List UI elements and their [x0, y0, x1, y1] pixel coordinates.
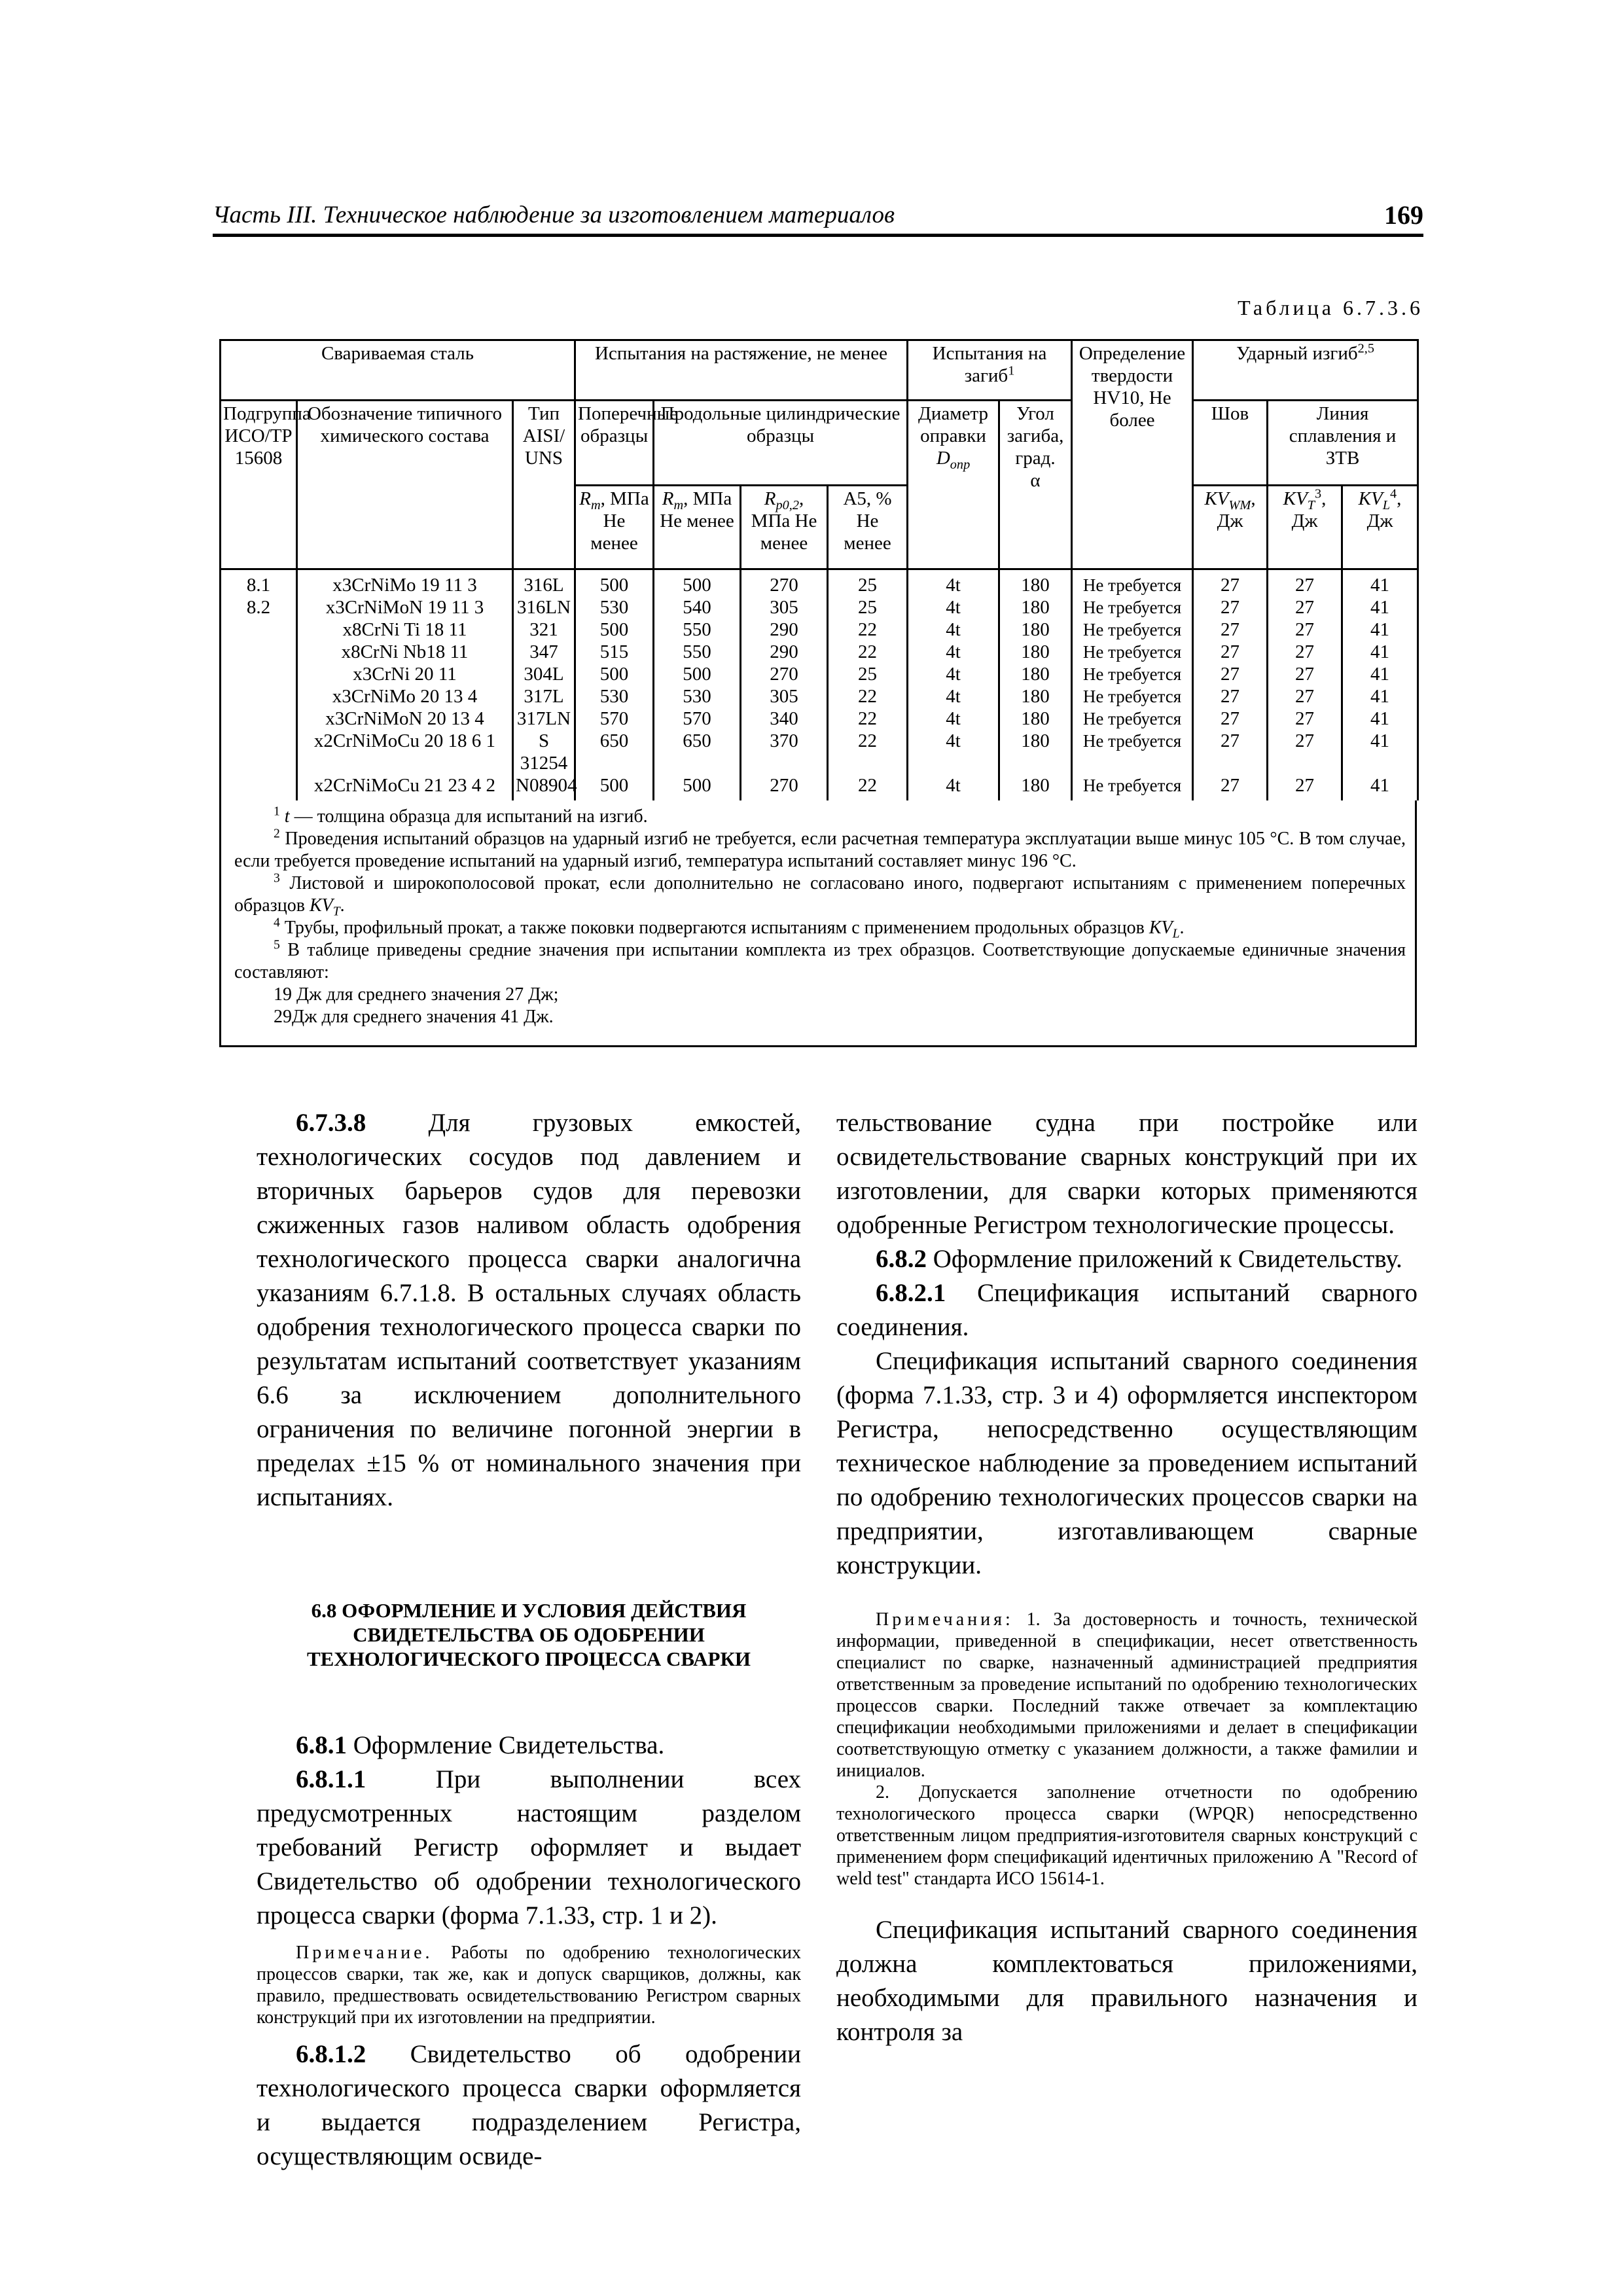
cell-ang: 180 [999, 774, 1072, 800]
steel-table-block [219, 339, 1417, 1047]
cell-a5: 22 [828, 685, 908, 708]
table-note-4: $^4$ Трубы, профильный прокат, а также поковки подвергаются испытаниям с применением продольных образцов $KV_L$. [274, 916, 1185, 941]
cell-rp: 340 [741, 708, 828, 730]
cell-d: 4t [908, 641, 999, 663]
header-row-1 [221, 340, 1418, 401]
cell-hv: Не требуется [1072, 708, 1193, 730]
cell-a5: 22 [828, 619, 908, 641]
cell-type: 321 [513, 619, 575, 641]
cell-steel: x3CrNiMo 20 13 4 [297, 685, 513, 708]
paragraph-6738: 6.7.3.8 Для грузовых емкостей, технологических сосудов под давлением и вторичных барьеров судов для перевозки сжиженных газов наливом область одобрения технологического процесса сварки аналогична указаниям 6.7.1.8. В остальных случаях область одобрения технологического процесса сварки по результатам испытаний соответствует указаниям 6.6 за исключением дополнительного ограничения по величине погонной энергии в пределах ±15 % от номинального значения при испытаниях. [257, 1109, 801, 1511]
header-row-2 [221, 401, 1418, 486]
cell-rm2: 530 [654, 685, 741, 708]
table-notes [219, 800, 1417, 1047]
cell-ang: 180 [999, 730, 1072, 774]
cell-kvl: 41 [1342, 641, 1418, 663]
cell-rm2: 550 [654, 619, 741, 641]
header-angle: Угол загиба, град. α [999, 401, 1072, 569]
cell-rm: 500 [575, 619, 654, 641]
cell-kvl: 41 [1342, 708, 1418, 730]
heading-6-8-2: 6.8.2 Оформление приложений к Свидетельству. [876, 1245, 1402, 1273]
cell-d: 4t [908, 619, 999, 641]
cell-kvt: 27 [1268, 619, 1342, 641]
left-column [257, 1106, 801, 2174]
cell-type: 347 [513, 641, 575, 663]
cell-rp: 290 [741, 641, 828, 663]
cell-rm2: 500 [654, 569, 741, 597]
cell-steel: x2CrNiMoCu 21 23 4 2 [297, 774, 513, 800]
header-rm-transverse: $R_m$, МПа Не менее [575, 486, 654, 569]
paragraph-6821: 6.8.2.1 Спецификация испытаний сварного соединения. [836, 1279, 1418, 1341]
cell-group [221, 641, 297, 663]
table-row [221, 619, 1418, 641]
cell-type: N08904 [513, 774, 575, 800]
table-note-5b: 29Дж для среднего значения 41 Дж. [274, 1007, 554, 1027]
cell-ang: 180 [999, 596, 1072, 619]
cell-ang: 180 [999, 569, 1072, 597]
notes-6821-1: Примечания: 1. За достоверность и точность, технической информации, приведенной в спецификации, несет ответственность специалист по сварке, назначенный администрацией предприятия ответственным за проведение испытаний по одобрению технологических процессов сварки. Последний также отвечает за комплектацию спецификации необходимыми приложениями и делает в спецификации соответствующую отметку с указанием должности, а также фамилии и инициалов. [836, 1609, 1418, 1781]
cell-hv: Не требуется [1072, 641, 1193, 663]
cell-kvwm: 27 [1193, 619, 1268, 641]
cell-rm: 530 [575, 596, 654, 619]
cell-rm2: 540 [654, 596, 741, 619]
cell-d: 4t [908, 685, 999, 708]
cell-rm: 530 [575, 685, 654, 708]
cell-rm: 515 [575, 641, 654, 663]
table-row [221, 708, 1418, 730]
cell-type: S 31254 [513, 730, 575, 774]
cell-kvl: 41 [1342, 685, 1418, 708]
cell-group [221, 708, 297, 730]
header-mandrel: Диаметр оправки $D_{опр}$ [908, 401, 999, 569]
cell-kvwm: 27 [1193, 663, 1268, 685]
cell-type: 304L [513, 663, 575, 685]
header-subgroup: Подгруппа ИСО/ТР 15608 [221, 401, 297, 569]
cell-kvl: 41 [1342, 619, 1418, 641]
header-impact: Ударный изгиб$^{2,5}$ [1193, 340, 1418, 401]
cell-rm2: 500 [654, 774, 741, 800]
cell-kvl: 41 [1342, 569, 1418, 597]
table-note-5a: 19 Дж для среднего значения 27 Дж; [274, 984, 559, 1005]
cell-type: 316L [513, 569, 575, 597]
cell-ang: 180 [999, 685, 1072, 708]
page-number: 169 [1384, 200, 1423, 230]
right-column [836, 1106, 1418, 2049]
cell-kvwm: 27 [1193, 774, 1268, 800]
cell-hv: Не требуется [1072, 663, 1193, 685]
cell-steel: x3CrNiMoN 20 13 4 [297, 708, 513, 730]
cell-hv: Не требуется [1072, 685, 1193, 708]
cell-steel: x8CrNi Ti 18 11 [297, 619, 513, 641]
cell-rm: 500 [575, 663, 654, 685]
cell-kvwm: 27 [1193, 641, 1268, 663]
paragraph-specification: Спецификация испытаний сварного соединения (форма 7.1.33, стр. 3 и 4) оформляется инспектором Регистра, непосредственно осуществляющим техническое наблюдение за проведением испытаний по одобрению технологических процессов сварки на предприятии, изготавливающем сварные конструкции. [836, 1347, 1418, 1579]
table-row [221, 730, 1418, 774]
cell-type: 317L [513, 685, 575, 708]
cell-rp: 370 [741, 730, 828, 774]
cell-a5: 22 [828, 774, 908, 800]
cell-kvt: 27 [1268, 774, 1342, 800]
cell-kvwm: 27 [1193, 569, 1268, 597]
table-note-2: $^2$ Проведения испытаний образцов на ударный изгиб не требуется, если расчетная температура эксплуатации выше минус 105 °С. В том случае, если требуется проведение испытаний на ударный изгиб, температура испытаний составляет минус 196 °С. [234, 827, 1406, 871]
cell-steel: x2CrNiMoCu 20 18 6 1 [297, 730, 513, 774]
header-welded-steel: Свариваемая сталь [221, 340, 575, 401]
cell-kvt: 27 [1268, 641, 1342, 663]
header-fusion: Линия сплавления и ЗТВ [1268, 401, 1418, 486]
cell-rp: 305 [741, 685, 828, 708]
running-header [213, 200, 1423, 237]
cell-group: 8.1 [221, 569, 297, 597]
cell-kvl: 41 [1342, 774, 1418, 800]
header-longitudinal: Продольные цилиндрические образцы [654, 401, 908, 486]
table-note-5: $^5$ В таблице приведены средние значения при испытании комплекта из трех образцов. Соответствующие допускаемые единичные значения составляют: [234, 938, 1406, 982]
cell-rp: 290 [741, 619, 828, 641]
table-row [221, 774, 1418, 800]
cell-steel: x3CrNiMoN 19 11 3 [297, 596, 513, 619]
cell-ang: 180 [999, 708, 1072, 730]
cell-steel: x3CrNiMo 19 11 3 [297, 569, 513, 597]
cell-a5: 22 [828, 708, 908, 730]
cell-type: 317LN [513, 708, 575, 730]
paragraph-last: Спецификация испытаний сварного соединения должна комплектоваться приложениями, необходимыми для правильного назначения и контроля за [836, 1916, 1418, 2046]
cell-kvt: 27 [1268, 596, 1342, 619]
cell-kvwm: 27 [1193, 685, 1268, 708]
cell-rp: 270 [741, 663, 828, 685]
cell-type: 316LN [513, 596, 575, 619]
cell-group [221, 730, 297, 774]
cell-rm2: 570 [654, 708, 741, 730]
paragraph-6812: 6.8.1.2 Свидетельство об одобрении технологического процесса сварки оформляется и выдается подразделением Регистра, осуществляющим освиде- [257, 2040, 801, 2170]
cell-ang: 180 [999, 641, 1072, 663]
header-type: Тип AISI/ UNS [513, 401, 575, 569]
cell-d: 4t [908, 596, 999, 619]
cell-group [221, 774, 297, 800]
cell-kvt: 27 [1268, 569, 1342, 597]
header-kvt: $KV_T^3$, Дж [1268, 486, 1342, 569]
cell-d: 4t [908, 569, 999, 597]
table-row [221, 641, 1418, 663]
table-row [221, 663, 1418, 685]
cell-hv: Не требуется [1072, 596, 1193, 619]
cell-steel: x3CrNi 20 11 [297, 663, 513, 685]
paragraph-6811: 6.8.1.1 При выполнении всех предусмотренных настоящим разделом требований Регистр оформляет и выдает Свидетельство об одобрении технологического процесса сварки (форма 7.1.33, стр. 1 и 2). [257, 1765, 801, 1929]
paragraph-continuation: тельствование судна при постройке или освидетельствование сварных конструкций при их изготовлении, для сварки которых применяются одобренные Регистром технологические процессы. [836, 1109, 1418, 1239]
cell-group: 8.2 [221, 596, 297, 619]
cell-kvt: 27 [1268, 685, 1342, 708]
table-note-3: $^3$ Листовой и широкополосовой прокат, если дополнительно не согласовано иного, подвергают испытаниям с применением поперечных образцов $KV_T$. [234, 871, 1406, 919]
cell-kvwm: 27 [1193, 596, 1268, 619]
header-rm-longitudinal: $R_m$, МПа Не менее [654, 486, 741, 569]
table-note-1: $^1$ t — толщина образца для испытаний на изгиб. [274, 804, 648, 827]
table-caption: Таблица 6.7.3.6 [1238, 296, 1423, 319]
cell-rm2: 550 [654, 641, 741, 663]
header-transverse: Поперечные образцы [575, 401, 654, 486]
cell-rp: 305 [741, 596, 828, 619]
cell-d: 4t [908, 774, 999, 800]
cell-hv: Не требуется [1072, 619, 1193, 641]
running-title: Часть III. Техническое наблюдение за изготовлением материалов [213, 202, 895, 228]
cell-kvwm: 27 [1193, 708, 1268, 730]
cell-a5: 25 [828, 569, 908, 597]
cell-group [221, 685, 297, 708]
cell-rm: 500 [575, 774, 654, 800]
cell-d: 4t [908, 730, 999, 774]
cell-kvt: 27 [1268, 663, 1342, 685]
cell-hv: Не требуется [1072, 730, 1193, 774]
cell-rp: 270 [741, 569, 828, 597]
cell-ang: 180 [999, 663, 1072, 685]
cell-kvl: 41 [1342, 663, 1418, 685]
note-6811: Примечание. Работы по одобрению технологических процессов сварки, так же, как и допуск сварщиков, должны, как правило, предшествовать освидетельствованию Регистром сварных конструкций при их изготовлении на предприятии. [257, 1943, 802, 2028]
notes-6821-2: 2. Допускается заполнение отчетности по одобрению технологического процесса сварки (WPQR) непосредственно ответственным лицом предприятия-изготовителя сварных конструкций с применением форм спецификаций идентичных приложению А "Record of weld test" стандарта ИСО 15614-1. [836, 1782, 1418, 1889]
cell-kvt: 27 [1268, 730, 1342, 774]
header-tension: Испытания на растяжение, не менее [575, 340, 908, 401]
cell-group [221, 663, 297, 685]
header-designation: Обозначение типичного химического состава [297, 401, 513, 569]
cell-rm2: 650 [654, 730, 741, 774]
header-kvl: $KV_L^4$, Дж [1342, 486, 1418, 569]
cell-rm: 500 [575, 569, 654, 597]
cell-rp: 270 [741, 774, 828, 800]
cell-a5: 25 [828, 596, 908, 619]
cell-rm: 570 [575, 708, 654, 730]
table-row [221, 569, 1418, 597]
cell-kvl: 41 [1342, 730, 1418, 774]
cell-d: 4t [908, 663, 999, 685]
header-kvwm: $KV_{WM}$, Дж [1193, 486, 1268, 569]
cell-group [221, 619, 297, 641]
cell-hv: Не требуется [1072, 774, 1193, 800]
table-row [221, 596, 1418, 619]
section-title-6-8: 6.8 ОФОРМЛЕНИЕ И УСЛОВИЯ ДЕЙСТВИЯ СВИДЕТЕЛЬСТВА ОБ ОДОБРЕНИИ ТЕХНОЛОГИЧЕСКОГО ПРОЦЕССА СВАРКИ [306, 1599, 751, 1670]
cell-a5: 22 [828, 641, 908, 663]
header-hardness: Определение твердости HV10, Не более [1072, 340, 1193, 569]
header-bend: Испытания на загиб$^1$ [908, 340, 1072, 401]
cell-hv: Не требуется [1072, 569, 1193, 597]
heading-6-8-1: 6.8.1 Оформление Свидетельства. [296, 1731, 665, 1759]
cell-d: 4t [908, 708, 999, 730]
header-rp: $R_{p0,2}$, МПа Не менее [741, 486, 828, 569]
cell-rm: 650 [575, 730, 654, 774]
cell-a5: 22 [828, 730, 908, 774]
table-row [221, 685, 1418, 708]
header-weld: Шов [1193, 401, 1268, 486]
cell-steel: x8CrNi Nb18 11 [297, 641, 513, 663]
cell-rm2: 500 [654, 663, 741, 685]
cell-kvt: 27 [1268, 708, 1342, 730]
cell-a5: 25 [828, 663, 908, 685]
cell-kvl: 41 [1342, 596, 1418, 619]
cell-kvwm: 27 [1193, 730, 1268, 774]
steel-table [219, 339, 1419, 800]
header-a5: А5, % Не менее [828, 486, 908, 569]
cell-ang: 180 [999, 619, 1072, 641]
